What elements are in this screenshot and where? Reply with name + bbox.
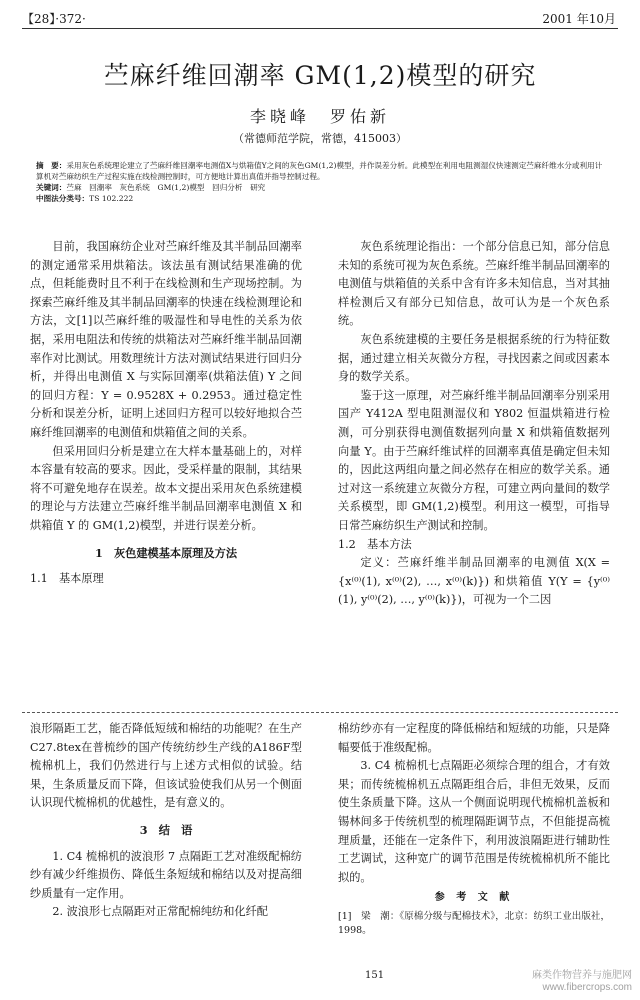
running-header-date: 2001 年10月 bbox=[542, 12, 616, 26]
authors: 李晓峰 罗佑新 bbox=[249, 107, 390, 126]
section-heading: 3 结 语 bbox=[139, 822, 193, 837]
section-heading: 1 灰色建模基本原理及方法 bbox=[94, 545, 238, 560]
subsection-heading: 1.1 基本原理 bbox=[30, 572, 104, 586]
clc-number: TS 102.222 bbox=[89, 194, 134, 203]
abstract-label: 摘 要： bbox=[36, 161, 67, 170]
left-column-top bbox=[30, 238, 302, 589]
clc-label: 中图法分类号： bbox=[36, 194, 90, 203]
paragraph: 棉纺纱亦有一定程度的降低棉结和短绒的功能，只是降幅要低于准级配棉。 bbox=[338, 722, 610, 754]
reference-item: [1] 梁 潮：《原棉分级与配棉技术》，北京：纺织工业出版社，1998。 bbox=[338, 910, 610, 936]
paragraph: 目前，我国麻纺企业对苎麻纤维及其半制品回潮率的测定通常采用烘箱法。该法虽有测试结果准确的优点，但耗能费时且不利于在线检测和生产现场控制。为探索苎麻纤维及其半制品回潮率的快速在线检测理论和方法，文[1]以苎麻纤维的吸湿性和导电性的关系为依据，采用电阻法和传统的烘箱法对苎麻纤维半制品回潮率作对比测试。用数理统计方法对测试结果进行回归分析，并得出电测值 X 与实际回潮率(烘箱法值) Y 之间的回归方程：Y = 0.9528X + 0.2953。通过稳定性分析和误差分析，证明上述回归方程可以较好地拟合苎麻纤维回潮率的电测值和烘箱值之间的关系。 bbox=[30, 240, 302, 439]
paragraph: 2. 波浪形七点隔距对正常配棉纯纺和化纤配 bbox=[52, 905, 268, 919]
right-column-bottom bbox=[338, 720, 610, 938]
header-rule bbox=[22, 28, 618, 29]
keywords-text: 苎麻 回潮率 灰色系统 GM(1,2)模型 回归分析 研究 bbox=[66, 183, 266, 192]
running-header-left: 【28】·372· bbox=[22, 12, 86, 26]
paragraph: 浪形隔距工艺，能否降低短绒和棉结的功能呢？在生产C27.8tex在普梳纱的国产传统纺纱生产线的A186F型梳棉机上，我们仍然进行与上述方式相似的试验。结果，生条质量反而下降，但该试验使我们从另一个侧面认识现代梳棉机的优越性，是有意义的。 bbox=[30, 722, 302, 810]
paragraph: 鉴于这一原理，对苎麻纤维半制品回潮率分别采用国产 Y412A 型电阻测湿仪和 Y802 恒温烘箱进行检测，可分别获得电测值数据列向量 X 和烘箱值数据列向量 Y。由于苎麻纤维试样的回潮率真值是确定但未知的，因此这两组向量之间必然存在相应的数学关系。通过对这一系统建立灰微分方程，可建立两向量间的数学关系模型，即 GM(1,2)模型。利用这一模型，可指导日常苎麻纺织生产测试和控制。 bbox=[338, 388, 610, 532]
definition-paragraph: 定义：苎麻纤维半制品回潮率的电测值 X(X = {x⁽⁰⁾(1), x⁽⁰⁾(2), …, x⁽⁰⁾(k)}) 和烘箱值 Y(Y = {y⁽⁰⁾(1), y⁽⁰⁾(2), …, y⁽⁰⁾(k)})，可视为一个二因 bbox=[338, 556, 610, 607]
affiliation: （常德师范学院，常德，415003） bbox=[233, 132, 407, 145]
keywords-label: 关键词： bbox=[36, 183, 67, 192]
paragraph: 灰色系统建模的主要任务是根据系统的行为特征数据，通过建立相关灰微分方程，寻找因素之间或因素本身的数学关系。 bbox=[338, 332, 610, 384]
abstract-text: 采用灰色系统理论建立了苎麻纤维回潮率电测值X与烘箱值Y之间的灰色GM(1,2)模型，并作误差分析。此模型在利用电阻测湿仪快速测定苎麻纤维水分或利用计算机对苎麻纺织生产过程实施在线检测控制时，可方便地计算出真值并指导控制过程。 bbox=[36, 161, 603, 181]
paragraph: 1. C4 梳棉机的波浪形 7 点隔距工艺对准级配棉纺纱有减少纤维损伤、降低生条短绒和棉结以及对提高细纱质量有一定作用。 bbox=[30, 849, 302, 900]
page-number: 151 bbox=[365, 970, 385, 981]
paragraph: 3. C4 梳棉机七点隔距必须综合理的组合，才有效果；而传统梳棉机五点隔距组合后，非但无效果，反而使生条质量下降。这从一个侧面说明现代梳棉机盖板和锡林间多于传统机型的梳理隔距调节点，不但能提高梳理质量，还能在一定条件下，利用波浪隔距进行辅助性工艺调试，这种宽广的调节范围是传统梳棉机所不能比拟的。 bbox=[338, 759, 610, 884]
page-splice-rule bbox=[22, 712, 618, 713]
watermark: 麻类作物营养与施肥网 www.fibercrops.com bbox=[532, 970, 632, 993]
subsection-heading: 1.2 基本方法 bbox=[338, 537, 412, 551]
paper-title: 苎麻纤维回潮率 GM(1,2)模型的研究 bbox=[103, 61, 537, 90]
right-column-top bbox=[338, 238, 610, 610]
left-column-bottom bbox=[30, 720, 302, 922]
classification bbox=[36, 193, 604, 204]
abstract bbox=[36, 160, 604, 182]
abstract-block bbox=[36, 160, 604, 204]
references-heading: 参 考 文 献 bbox=[434, 892, 514, 904]
paragraph: 灰色系统理论指出：一个部分信息已知，部分信息未知的系统可视为灰色系统。苎麻纤维半制品回潮率的电测值与烘箱值的关系中含有许多未知信息，当对其抽样检测后又有部分已知信息，故可认为是一个灰色系统。 bbox=[338, 240, 610, 328]
keywords bbox=[36, 182, 604, 193]
paragraph: 但采用回归分析是建立在大样本量基础上的，对样本容量有较高的要求。因此，受采样量的限制，其结果将不可避免地存在误差。故本文提出采用灰色系统建模的理论与方法建立苎麻纤维半制品回潮率电测值 X 和烘箱值 Y 的 GM(1,2)模型，并进行误差分析。 bbox=[30, 444, 302, 532]
